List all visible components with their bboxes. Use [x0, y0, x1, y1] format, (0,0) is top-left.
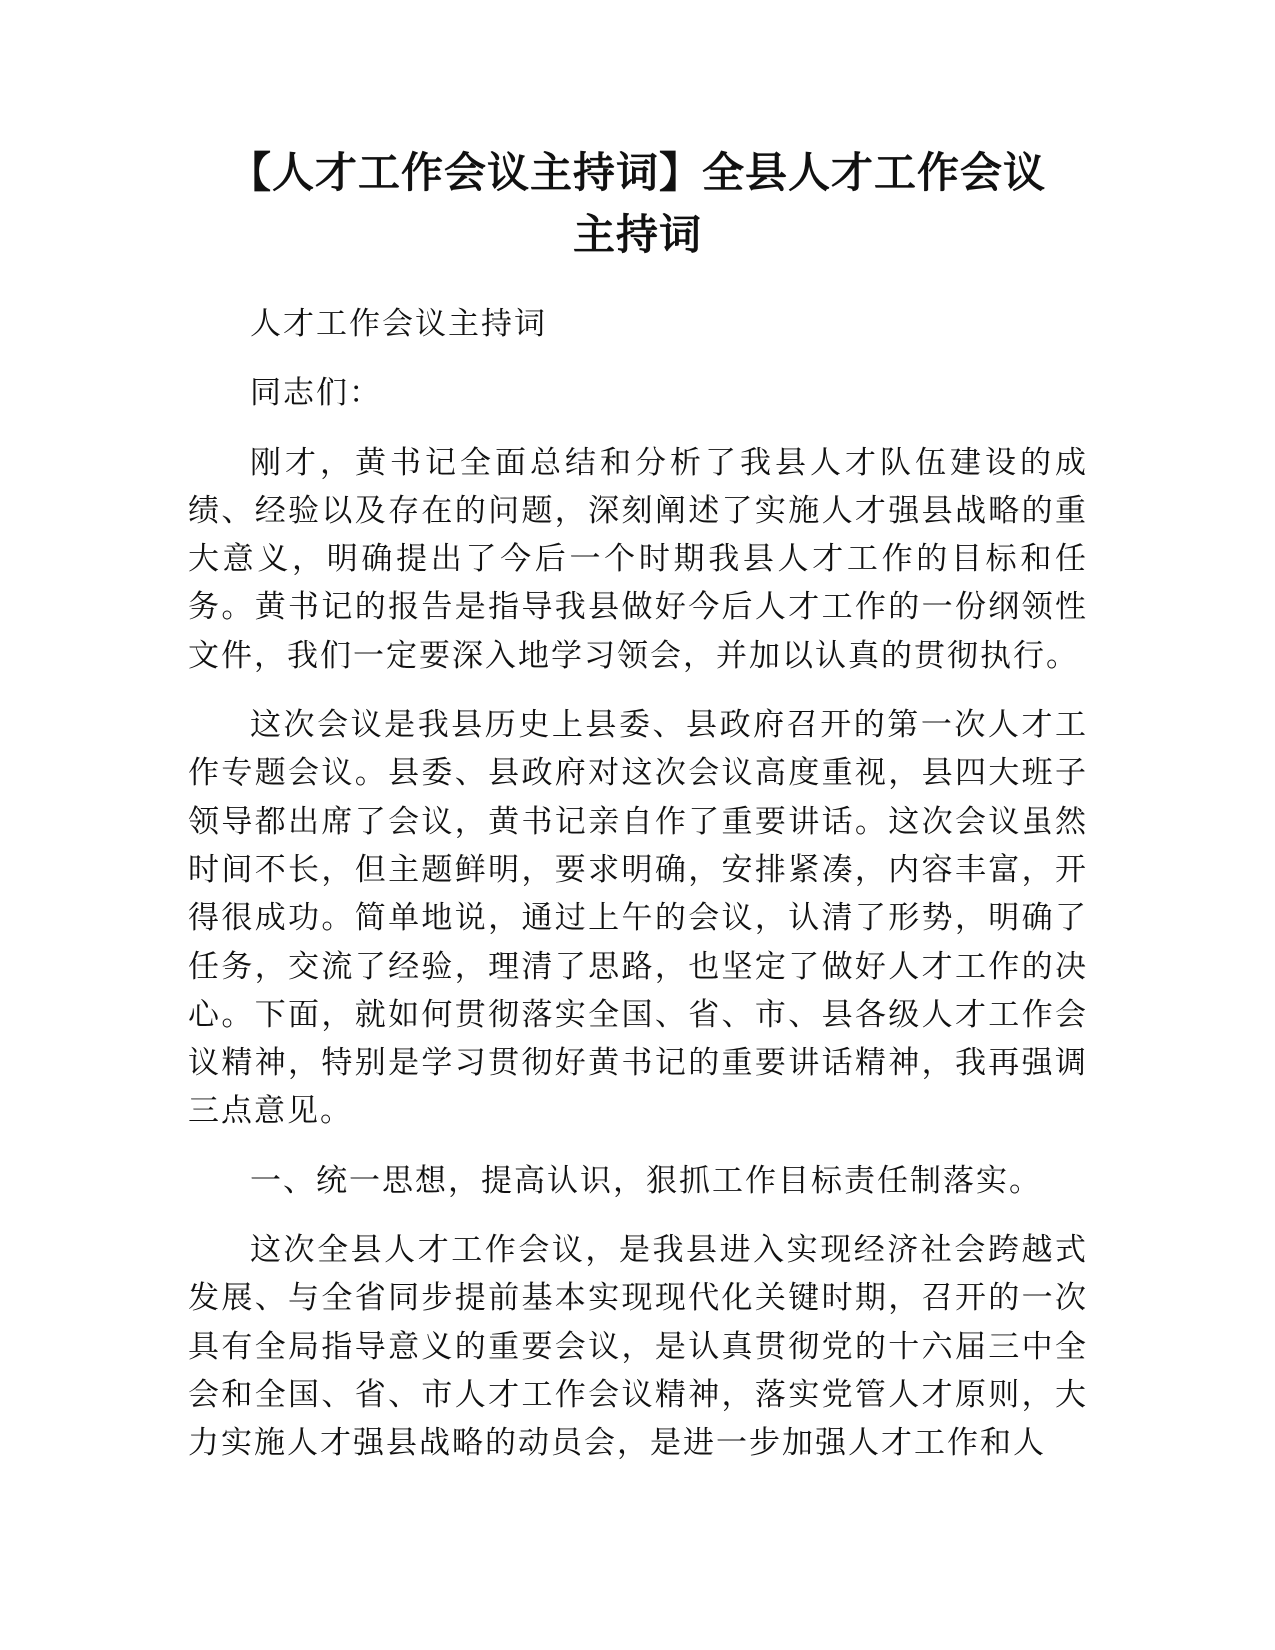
paragraph-2: 这次会议是我县历史上县委、县政府召开的第一次人才工作专题会议。县委、县政府对这次会议高度重视，县四大班子领导都出席了会议，黄书记亲自作了重要讲话。这次会议虽然时间不长，但主题鲜明，要求明确，安排紧凑，内容丰富，开得很成功。简单地说，通过上午的会议，认清了形势，明确了任务，交流了经验，理清了思路，也坚定了做好人才工作的决心。下面，就如何贯彻落实全国、省、市、县各级人才工作会议精神，特别是学习贯彻好黄书记的重要讲话精神，我再强调三点意见。 [188, 707, 1088, 1130]
paragraph-3: 这次全县人才工作会议，是我县进入实现经济社会跨越式发展、与全省同步提前基本实现现代化关键时期，召开的一次具有全局指导意义的重要会议，是认真贯彻党的十六届三中全会和全国、省、市人才工作会议精神，落实党管人才原则，大力实施人才强县战略的动员会，是进一步加强人才工作和人 [188, 1232, 1088, 1462]
section-heading-1: 一、统一思想，提高认识，狠抓工作目标责任制落实。 [250, 1162, 1042, 1199]
paragraph-subtitle: 人才工作会议主持词 [250, 306, 547, 342]
title-line-2: 主持词 [572, 210, 702, 259]
document-body [188, 300, 1088, 1468]
paragraph-salutation: 同志们： [250, 375, 382, 412]
title-line-1: 【人才工作会议主持词】全县人才工作会议 [228, 148, 1046, 197]
paragraph-1: 刚才，黄书记全面总结和分析了我县人才队伍建设的成绩、经验以及存在的问题，深刻阐述了实施人才强县战略的重大意义，明确提出了今后一个时期我县人才工作的目标和任务。黄书记的报告是指导我县做好今后人才工作的一份纲领性文件，我们一定要深入地学习领会，并加以认真的贯彻执行。 [188, 444, 1088, 674]
document-title [150, 142, 1125, 266]
